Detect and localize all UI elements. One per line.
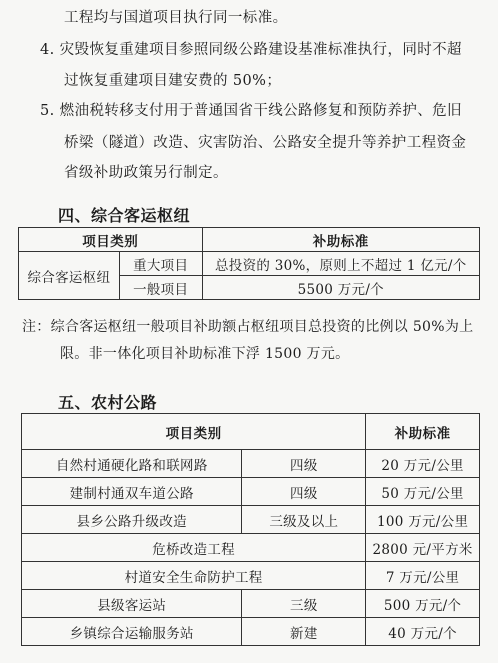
paragraph-line: 工程均与国道项目执行同一标准。 bbox=[64, 10, 288, 26]
column-header: 补助标准 bbox=[366, 414, 480, 450]
paragraph-line: 4. 灾毁恢复重建项目参照同级公路建设基准标准执行，同时不超 bbox=[40, 42, 462, 58]
standard-cell: 总投资的 30%，原则上不超过 1 亿元/个 bbox=[202, 252, 479, 276]
table-note: 注：综合客运枢纽一般项目补助额占枢纽项目总投资的比例以 50%为上 bbox=[22, 319, 474, 335]
table-row bbox=[22, 590, 480, 618]
subcategory-cell: 重大项目 bbox=[119, 252, 202, 276]
column-header: 项目类别 bbox=[19, 228, 203, 252]
project-name-cell: 县乡公路升级改造 bbox=[22, 506, 242, 534]
table-row bbox=[19, 252, 480, 276]
table-row bbox=[22, 534, 480, 562]
level-cell: 三级及以上 bbox=[242, 506, 366, 534]
standard-cell: 5500 万元/个 bbox=[202, 276, 479, 300]
level-cell: 四级 bbox=[242, 450, 366, 478]
project-name-cell: 乡镇综合运输服务站 bbox=[22, 618, 242, 646]
table-row bbox=[22, 618, 480, 646]
level-cell: 三级 bbox=[242, 590, 366, 618]
column-header: 项目类别 bbox=[22, 414, 366, 450]
section-heading: 四、综合客运枢纽 bbox=[58, 206, 191, 225]
rural-road-table bbox=[21, 413, 480, 646]
table-header-row bbox=[22, 414, 480, 450]
paragraph-line: 桥梁（隧道）改造、灾害防治、公路安全提升等养护工程资金 bbox=[64, 135, 467, 151]
hub-subsidy-table bbox=[18, 227, 480, 300]
standard-cell: 100 万元/公里 bbox=[366, 506, 480, 534]
project-name-cell: 危桥改造工程 bbox=[22, 534, 366, 562]
standard-cell: 20 万元/公里 bbox=[366, 450, 480, 478]
paragraph-line: 过恢复重建项目建安费的 50%； bbox=[64, 73, 282, 89]
standard-cell: 50 万元/公里 bbox=[366, 478, 480, 506]
level-cell: 四级 bbox=[242, 478, 366, 506]
section-heading: 五、农村公路 bbox=[58, 393, 158, 412]
column-header: 补助标准 bbox=[202, 228, 479, 252]
table-note: 限。非一体化项目补助标准下浮 1500 万元。 bbox=[60, 346, 350, 362]
table-row bbox=[22, 478, 480, 506]
project-name-cell: 村道安全生命防护工程 bbox=[22, 562, 366, 590]
paragraph-line: 省级补助政策另行制定。 bbox=[64, 165, 228, 181]
project-name-cell: 自然村通硬化路和联网路 bbox=[22, 450, 242, 478]
standard-cell: 40 万元/个 bbox=[366, 618, 480, 646]
table-row bbox=[22, 450, 480, 478]
table-row bbox=[22, 506, 480, 534]
standard-cell: 7 万元/公里 bbox=[366, 562, 480, 590]
subcategory-cell: 一般项目 bbox=[119, 276, 202, 300]
table-row bbox=[22, 562, 480, 590]
level-cell: 新建 bbox=[242, 618, 366, 646]
paragraph-line: 5. 燃油税转移支付用于普通国省干线公路修复和预防养护、危旧 bbox=[40, 103, 462, 119]
project-name-cell: 县级客运站 bbox=[22, 590, 242, 618]
table-header-row bbox=[19, 228, 480, 252]
standard-cell: 500 万元/个 bbox=[366, 590, 480, 618]
category-cell: 综合客运枢纽 bbox=[19, 252, 120, 300]
standard-cell: 2800 元/平方米 bbox=[366, 534, 480, 562]
project-name-cell: 建制村通双车道公路 bbox=[22, 478, 242, 506]
